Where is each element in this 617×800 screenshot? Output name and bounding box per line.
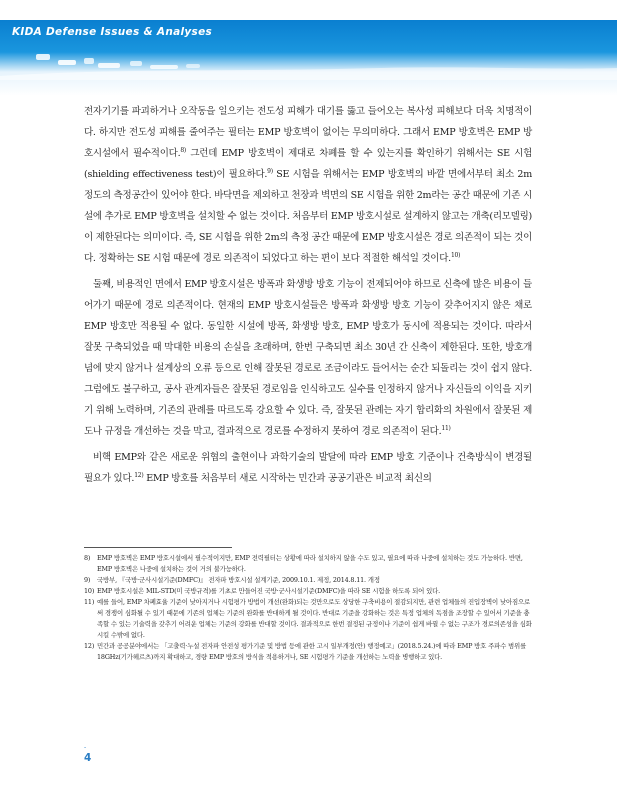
footnote-10: 10) EMP 방호시설은 MIL-STD(미 국방규격)를 기초로 만들어진 국방·군사시설기준(DMFC)을 따라 SE 시험을 하도록 되어 있다. — [84, 587, 440, 595]
page-number: 4 — [84, 752, 92, 764]
footnote-8: 8) EMP 방호벽은 EMP 방호시설에서 필수적이지만, EMP 전력필터는 상황에 따라 설치하지 않을 수도 있고, 필요에 따라 나중에 설치하는 것도 가능하다. 반면, EMP 방호벽은 나중에 설치하는 것이 거의 불가능하다. — [84, 554, 523, 573]
publication-title: KIDA Defense Issues & Analyses — [12, 26, 213, 38]
paragraph-1: 전자기기를 파괴하거나 오작동을 일으키는 전도성 피해가 대기를 뚫고 들어오는 복사성 피해보다 더욱 치명적이다. 하지만 전도성 피해를 줄여주는 필터는 EMP 방호벽이 없이는 무의미하다. 그래서 EMP 방호벽은 EMP 방호시설에서 필수적이다.$^{8)}$ 그런데 EMP 방호벽이 제대로 차폐를 할 수 있는지를 확인하기 위해서는 SE 시험(shielding effectiveness test)이 필요하다.$^{9)}$ SE 시험을 위해서는 EMP 방호벽의 바깥 면에서부터 최소 2m 정도의 측정공간이 있어야 한다. 바닥면을 제외하고 천장과 벽면의 SE 시험을 위한 2m라는 공간 때문에 기존 시설에 추가로 EMP 방호벽을 설치할 수 없는 것이다. 처음부터 EMP 방호시설로 설계하지 않고는 개축(리모델링)이 제한된다는 의미이다. 즉, SE 시험을 위한 2m의 측정 공간 때문에 EMP 방호시설은 경로 의존적이 되는 것이다. 정확하는 SE 시험 때문에 경로 의존적이 되었다고 하는 편이 보다 적절한 해석일 것이다.$^{10)}$ — [84, 106, 532, 264]
paragraph-2: 둘째, 비용적인 면에서 EMP 방호시설은 방폭과 화생방 방호 기능이 전제되어야 하므로 신축에 많은 비용이 들어가기 때문에 경로 의존적이다. 현재의 EMP 방호시설들은 방폭과 화생방 방호 기능이 갖추어지지 않은 채로 EMP 방호만 적용될 수 없다. 동일한 시설에 방폭, 화생방 방호, EMP 방호가 동시에 적용되는 것이다. 따라서 잘못 구축되었을 때 막대한 비용의 손실을 초래하며, 한번 구축되면 최소 30년 간 신축이 제한된다. 또한, 방호개념에 맞지 않거나 설계상의 오류 등으로 인해 잘못된 경로로 조금이라도 들어서는 순간 되돌리는 것이 쉽지 않다. 그럼에도 불구하고, 공사 관계자들은 잘못된 경로임을 인식하고도 실수를 인정하지 않거나 자신들의 이익을 지키기 위해 노력하며, 기존의 관례를 따르도록 강요할 수 있다. 즉, 잘못된 관례는 자기 합리화의 차원에서 잘못된 제도나 규정을 개선하는 것을 막고, 결과적으로 경로를 수정하지 못하여 경로 의존적이 된다.$^{11)}$ — [84, 279, 532, 437]
page-marker: - — [84, 744, 87, 751]
body-text — [84, 101, 532, 494]
decorative-wave-graphic — [0, 46, 617, 80]
footnote-9: 9) 국방부, 『국방·군사시설기준(DMFC)』 전자파 방호시설 설계기준, 2009.10.1. 제정, 2014.8.11. 개정 — [84, 576, 380, 584]
header-banner — [0, 0, 617, 96]
footnote-divider — [84, 547, 232, 548]
paragraph-3: 비핵 EMP와 같은 새로운 위협의 출현이나 과학기술의 발달에 따라 EMP 방호 기준이나 건축방식이 변경될 필요가 있다.$^{12)}$ EMP 방호를 처음부터 새로 시작하는 민간과 공공기관은 비교적 최신의 — [84, 452, 532, 484]
footnote-11: 11) 예를 들어, EMP 차폐효율 기준이 낮아지거나 시험평가 방법이 개선(완화)되는 것만으로도 상당한 구축비용이 절감되지만, 관련 업체들의 진입장벽이 낮아짐으로써 경쟁이 심화될 수 있기 때문에 기존의 업체는 기준의 완화를 반대하게 될 것이다. 반대로 기준을 강화하는 것은 특정 업체의 독점을 조장할 수 있어서 기준을 충족할 수 있는 기술력을 갖추기 어려운 업체는 기준의 강화를 반대할 것이다. 결과적으로 한번 결정된 규정이나 기준이 쉽게 바뀔 수 없는 구조가 경로의존성을 심화시킬 수밖에 없다. — [84, 598, 532, 639]
footnote-12: 12) 민간과 공공분야에서는 「고출력·누설 전자파 안전성 평가기준 및 방법 등에 관한 고시 일부개정(안) 행정예고」(2018.5.24.)에 따라 EMP 방호 주파수 범위를 18GHz(기가헤르츠)까지 확대하고, 경량 EMP 방호의 방식을 적용하거나, SE 시험평가 기준을 개선하는 노력을 병행하고 있다. — [84, 642, 527, 661]
footnotes — [84, 553, 532, 663]
